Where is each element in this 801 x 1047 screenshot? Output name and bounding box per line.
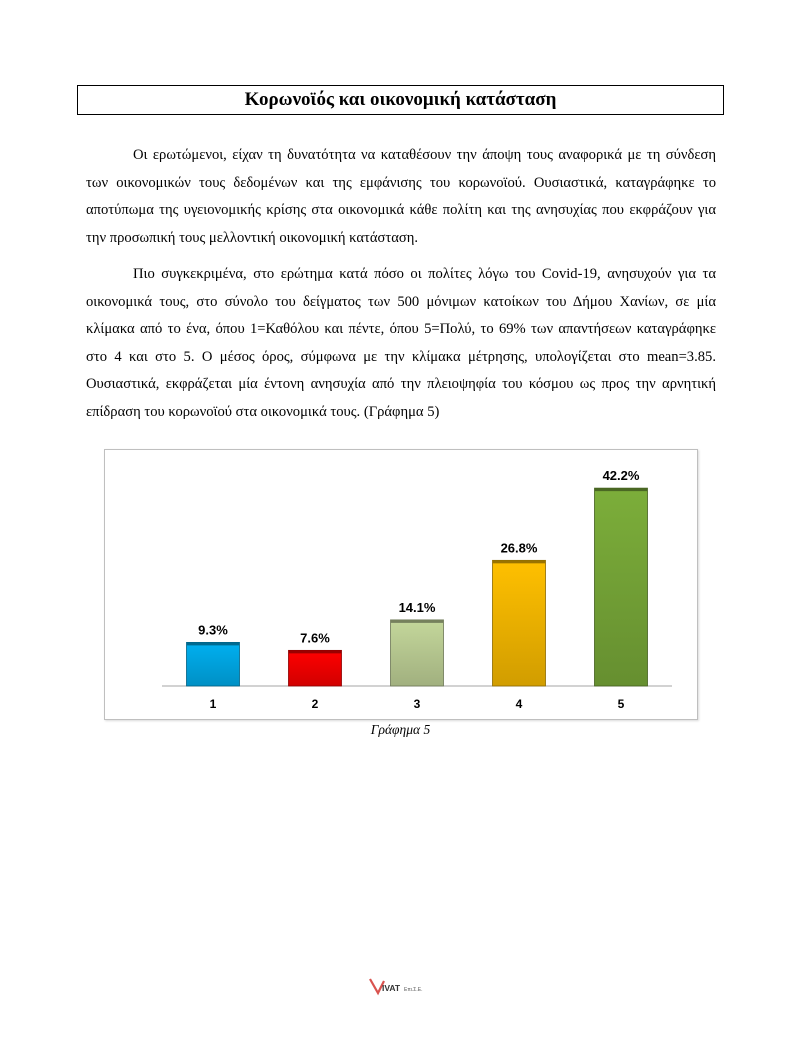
x-tick-label-1: 1 <box>209 697 217 711</box>
data-label-5: 42.2% <box>602 468 640 484</box>
bar-top-edge-1 <box>187 642 240 645</box>
chart-frame <box>104 449 698 720</box>
x-tick-label-4: 4 <box>515 697 523 711</box>
bar-3 <box>391 620 444 686</box>
paragraph-details: Πιο συγκεκριμένα, στο ερώτημα κατά πόσο οι πολίτες λόγω του Covid-19, ανησυχούν για τα οικονομικά τους, στο σύνολο του δείγματος των 500 μόνιμων κατοίκων του Δήμου Χανίων, σε μία κλίμακα από το ένα, όπου 1=Καθόλου και πέντε, όπου 5=Πολύ, το 69% των απαντήσεων καταγράφηκε στο 4 και στο 5. Ο μέσος όρος, σύμφωνα με την κλίμακα μέτρησης, υπολογίζεται στο mean=3.85. Ουσιαστικά, εκφράζεται μία έντονη ανησυχία από την πλειοψηφία του κόσμου ως προς την αρνητική επίδραση του κορωνοϊού στα οικονομικά τους. (Γράφημα 5) <box>86 266 716 420</box>
company-logo <box>368 975 448 997</box>
chart-caption: Γράφημα 5 <box>370 722 431 737</box>
paragraph-intro: Οι ερωτώμενοι, είχαν τη δυνατότητα να καταθέσουν την άποψη τους αναφορικά με τη σύνδεση των οικονομικών τους δεδομένων και της εμφάνισης του κορωνοϊού. Ουσιαστικά, καταγράφηκε το αποτύπωμα της υγειονομικής κρίσης στα οικονομικά κάθε πολίτη και της ανησυχίας που εκφράζουν για την προσωπική τους μελλοντική οικονομική κατάσταση. <box>86 147 716 246</box>
x-tick-label-2: 2 <box>311 697 319 711</box>
bar-top-edge-5 <box>595 488 648 491</box>
x-tick-label-3: 3 <box>413 697 421 711</box>
bar-chart <box>105 450 699 721</box>
bar-1 <box>187 642 240 686</box>
page-title: Κορωνοϊός και οικονομική κατάσταση <box>244 89 557 110</box>
bar-2 <box>289 650 342 686</box>
bar-top-edge-4 <box>493 560 546 563</box>
title-box <box>77 85 724 115</box>
bar-4 <box>493 560 546 686</box>
data-label-3: 14.1% <box>398 599 436 615</box>
bar-top-edge-2 <box>289 650 342 653</box>
data-label-4: 26.8% <box>500 540 538 556</box>
logo-subtext: Επι.Σ.Ε. <box>404 987 423 993</box>
bar-5 <box>595 488 648 686</box>
data-label-2: 7.6% <box>300 630 330 646</box>
x-tick-label-5: 5 <box>617 697 625 711</box>
data-label-1: 9.3% <box>198 622 228 638</box>
bar-top-edge-3 <box>391 620 444 623</box>
logo-text: IVAT <box>382 983 401 993</box>
